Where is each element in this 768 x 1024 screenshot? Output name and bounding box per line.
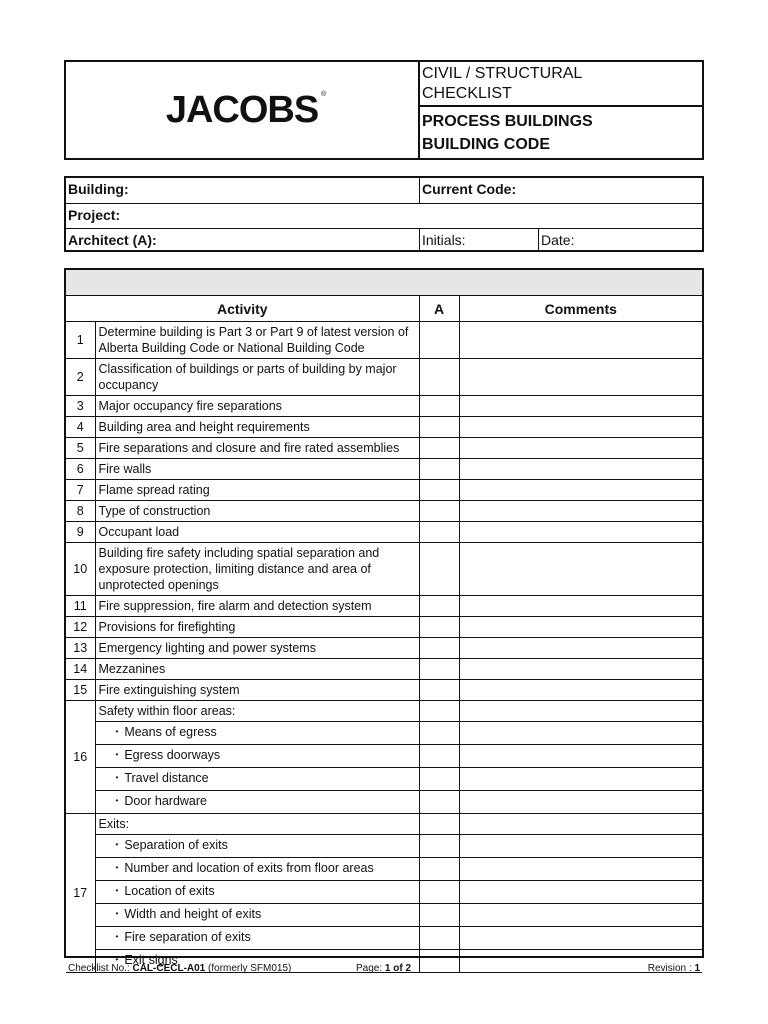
architect-field[interactable] xyxy=(66,229,420,252)
date-field[interactable] xyxy=(539,229,702,252)
table-row xyxy=(66,417,702,438)
comments-cell[interactable] xyxy=(459,522,702,543)
checklist-no-value: CAL-CECL-A01 xyxy=(132,963,206,974)
row-number: 12 xyxy=(66,617,95,638)
comments-cell[interactable] xyxy=(459,722,702,745)
row-number: 14 xyxy=(66,659,95,680)
document-header xyxy=(64,60,704,160)
activity-subitem: • Location of exits xyxy=(95,881,419,904)
table-row xyxy=(66,680,702,701)
comments-cell[interactable] xyxy=(459,501,702,522)
info-row-building xyxy=(66,178,702,204)
row-number: 4 xyxy=(66,417,95,438)
table-row xyxy=(66,659,702,680)
table-header-row xyxy=(66,296,702,322)
activity-cell: Mezzanines xyxy=(95,659,419,680)
table-row xyxy=(66,459,702,480)
approval-cell[interactable] xyxy=(419,417,459,438)
row-number: 13 xyxy=(66,638,95,659)
row-number: 7 xyxy=(66,480,95,501)
row-number: 2 xyxy=(66,359,95,396)
activity-cell: Determine building is Part 3 or Part 9 of latest version of Alberta Building Code or National Building Code xyxy=(95,322,419,359)
approval-cell[interactable] xyxy=(419,768,459,791)
approval-cell[interactable] xyxy=(419,701,459,722)
initials-label: Initials: xyxy=(422,232,466,248)
date-label: Date: xyxy=(541,232,575,248)
activity-cell: Classification of buildings or parts of building by major occupancy xyxy=(95,359,419,396)
page-value: 1 of 2 xyxy=(384,963,412,974)
jacobs-logo xyxy=(165,88,326,132)
activity-cell: Exits: xyxy=(95,814,419,835)
table-row xyxy=(66,638,702,659)
table-subrow xyxy=(66,835,702,858)
table-shaded-header-band xyxy=(66,270,702,296)
table-subrow xyxy=(66,745,702,768)
activity-subitem: • Door hardware xyxy=(95,791,419,814)
document-title xyxy=(420,107,702,158)
checklist-no-label: Checklist No.: xyxy=(68,963,133,974)
activity-cell: Building fire safety including spatial separation and exposure protection, limiting distance and area of unprotected openings xyxy=(95,543,419,596)
row-number: 8 xyxy=(66,501,95,522)
table-row xyxy=(66,322,702,359)
approval-cell[interactable] xyxy=(419,638,459,659)
comments-cell[interactable] xyxy=(459,768,702,791)
comments-cell[interactable] xyxy=(459,904,702,927)
a-header: A xyxy=(419,296,459,322)
table-row xyxy=(66,438,702,459)
comments-cell[interactable] xyxy=(459,814,702,835)
registered-mark: ® xyxy=(321,90,326,98)
footer-revision xyxy=(648,963,700,974)
comments-cell[interactable] xyxy=(459,835,702,858)
comments-cell[interactable] xyxy=(459,617,702,638)
row-number: 5 xyxy=(66,438,95,459)
activity-cell: Building area and height requirements xyxy=(95,417,419,438)
activity-cell: Provisions for firefighting xyxy=(95,617,419,638)
comments-cell[interactable] xyxy=(459,596,702,617)
activity-subitem: • Means of egress xyxy=(95,722,419,745)
activity-cell: Major occupancy fire separations xyxy=(95,396,419,417)
table-subrow xyxy=(66,904,702,927)
table-row xyxy=(66,359,702,396)
comments-cell[interactable] xyxy=(459,417,702,438)
logo-cell xyxy=(66,62,420,158)
activity-cell: Emergency lighting and power systems xyxy=(95,638,419,659)
checklist-type-line1: CIVIL / STRUCTURAL xyxy=(422,65,583,82)
approval-cell[interactable] xyxy=(419,617,459,638)
approval-cell[interactable] xyxy=(419,480,459,501)
approval-cell[interactable] xyxy=(419,359,459,396)
approval-cell[interactable] xyxy=(419,659,459,680)
approval-cell[interactable] xyxy=(419,835,459,858)
activity-header: Activity xyxy=(66,296,419,322)
activity-subitem: • Travel distance xyxy=(95,768,419,791)
architect-label: Architect (A): xyxy=(68,232,157,248)
comments-cell[interactable] xyxy=(459,638,702,659)
table-subrow xyxy=(66,881,702,904)
page-label: Page: xyxy=(356,963,385,974)
comments-cell[interactable] xyxy=(459,881,702,904)
building-label: Building: xyxy=(68,181,129,197)
comments-cell[interactable] xyxy=(459,543,702,596)
activity-subitem: • Number and location of exits from floor areas xyxy=(95,858,419,881)
building-field[interactable] xyxy=(66,178,420,203)
approval-cell[interactable] xyxy=(419,522,459,543)
revision-label: Revision : xyxy=(647,963,695,974)
checklist-body xyxy=(66,322,702,973)
activity-cell: Safety within floor areas: xyxy=(95,701,419,722)
activity-cell: Fire separations and closure and fire rated assemblies xyxy=(95,438,419,459)
revision-value: 1 xyxy=(694,963,700,974)
comments-cell[interactable] xyxy=(459,858,702,881)
comments-cell[interactable] xyxy=(459,701,702,722)
table-row xyxy=(66,396,702,417)
comments-cell[interactable] xyxy=(459,659,702,680)
row-number: 3 xyxy=(66,396,95,417)
activity-cell: Flame spread rating xyxy=(95,480,419,501)
checklist-table xyxy=(66,296,702,973)
info-row-architect xyxy=(66,229,702,252)
project-label: Project: xyxy=(68,207,121,223)
comments-cell[interactable] xyxy=(459,396,702,417)
activity-subitem: • Fire separation of exits xyxy=(95,927,419,950)
activity-subitem: • Exit signs xyxy=(95,950,419,973)
comments-header: Comments xyxy=(459,296,702,322)
row-number: 10 xyxy=(66,543,95,596)
activity-cell: Fire suppression, fire alarm and detection system xyxy=(95,596,419,617)
table-row xyxy=(66,596,702,617)
activity-cell: Fire walls xyxy=(95,459,419,480)
approval-cell[interactable] xyxy=(419,745,459,768)
approval-cell[interactable] xyxy=(419,543,459,596)
table-row xyxy=(66,501,702,522)
row-number: 15 xyxy=(66,680,95,701)
checklist-type xyxy=(420,62,702,107)
approval-cell[interactable] xyxy=(419,927,459,950)
approval-cell[interactable] xyxy=(419,814,459,835)
row-number: 9 xyxy=(66,522,95,543)
activity-subitem: • Egress doorways xyxy=(95,745,419,768)
comments-cell[interactable] xyxy=(459,745,702,768)
approval-cell[interactable] xyxy=(419,396,459,417)
approval-cell[interactable] xyxy=(419,904,459,927)
table-subrow xyxy=(66,927,702,950)
table-subrow xyxy=(66,791,702,814)
row-number: 17 xyxy=(66,814,95,973)
comments-cell[interactable] xyxy=(459,791,702,814)
approval-cell[interactable] xyxy=(419,858,459,881)
checklist-type-line2: CHECKLIST xyxy=(422,85,512,102)
row-number: 1 xyxy=(66,322,95,359)
project-info-box xyxy=(64,176,704,252)
initials-field[interactable] xyxy=(420,229,539,252)
title-line1: PROCESS BUILDINGS xyxy=(422,113,593,130)
table-subrow xyxy=(66,722,702,745)
activity-subitem: • Separation of exits xyxy=(95,835,419,858)
comments-cell[interactable] xyxy=(459,322,702,359)
table-row xyxy=(66,814,702,835)
checklist-formerly: (formerly SFM015) xyxy=(205,963,292,974)
approval-cell[interactable] xyxy=(419,459,459,480)
comments-cell[interactable] xyxy=(459,459,702,480)
checklist-table-wrapper xyxy=(64,268,704,967)
approval-cell[interactable] xyxy=(419,596,459,617)
table-row xyxy=(66,543,702,596)
current-code-label: Current Code: xyxy=(422,181,517,197)
current-code-field[interactable] xyxy=(420,178,702,203)
table-row xyxy=(66,617,702,638)
logo-text: JACOBS xyxy=(165,88,319,131)
table-row xyxy=(66,522,702,543)
row-number: 11 xyxy=(66,596,95,617)
activity-cell: Occupant load xyxy=(95,522,419,543)
table-subrow xyxy=(66,858,702,881)
activity-subitem: • Width and height of exits xyxy=(95,904,419,927)
approval-cell[interactable] xyxy=(419,881,459,904)
comments-cell[interactable] xyxy=(459,927,702,950)
approval-cell[interactable] xyxy=(419,501,459,522)
comments-cell[interactable] xyxy=(459,480,702,501)
comments-cell[interactable] xyxy=(459,680,702,701)
comments-cell[interactable] xyxy=(459,359,702,396)
project-field[interactable] xyxy=(66,204,702,228)
approval-cell[interactable] xyxy=(419,791,459,814)
activity-cell: Fire extinguishing system xyxy=(95,680,419,701)
row-number: 16 xyxy=(66,701,95,814)
footer-page xyxy=(356,963,411,974)
activity-cell: Type of construction xyxy=(95,501,419,522)
title-line2: BUILDING CODE xyxy=(422,136,550,153)
info-row-project xyxy=(66,204,702,229)
approval-cell[interactable] xyxy=(419,322,459,359)
table-subrow xyxy=(66,768,702,791)
table-row xyxy=(66,480,702,501)
row-number: 6 xyxy=(66,459,95,480)
approval-cell[interactable] xyxy=(419,722,459,745)
footer-checklist-no xyxy=(68,963,291,974)
comments-cell[interactable] xyxy=(459,438,702,459)
approval-cell[interactable] xyxy=(419,680,459,701)
approval-cell[interactable] xyxy=(419,950,459,973)
table-row xyxy=(66,701,702,722)
approval-cell[interactable] xyxy=(419,438,459,459)
